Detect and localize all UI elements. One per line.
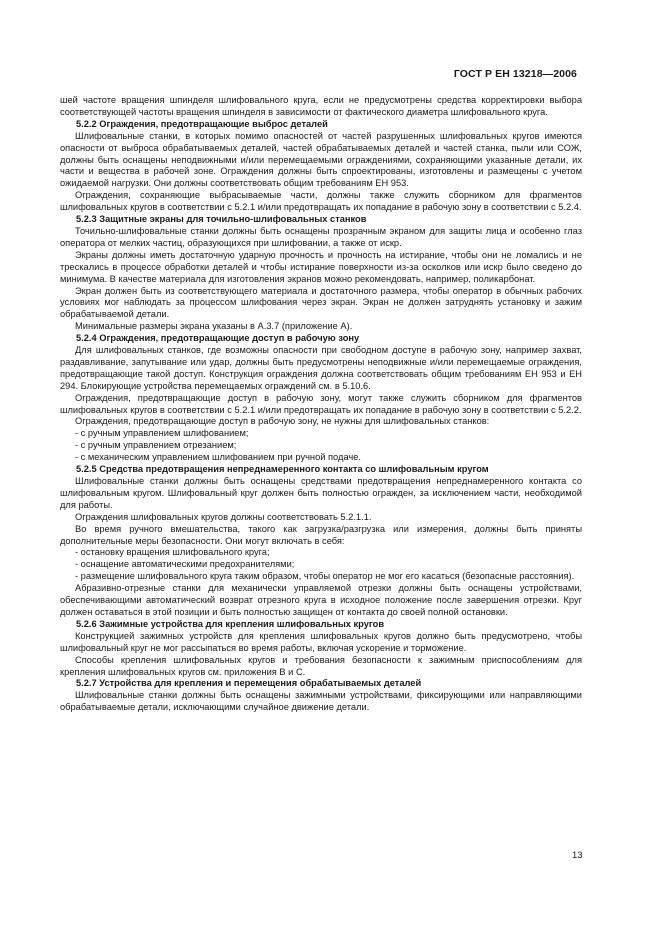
paragraph: Экраны должны иметь достаточную ударную прочность и прочность на истирание, чтобы они не ломались и не трескались в процессе обработки деталей и чтобы истирание поверхности из-за осколков или искр было сведено до минимума. В качестве материала для изготовления экранов можно рекомендовать, например, поликарбонат. — [60, 249, 582, 284]
paragraph: Шлифовальные станки должны быть оснащены средствами предотвращения непреднамеренного контакта со шлифовальным кругом. Шлифовальный круг должен быть полностью огражден, за исключением части, необходимой для работы. — [60, 476, 582, 510]
paragraph: Шлифовальные станки, в которых помимо опасностей от частей разрушенных шлифовальных кругов имеются опасности от выброса обрабатываемых деталей, частей обрабатываемых деталей и частей станка, пыли или СОЖ, должны быть оснащены неподвижными и/или перемещаемыми ограждениями, сохраняющими указанные детали, их части и вещества в рабочей зоне. Ограждения должны быть спроектированы, изготовлены и размещены с учетом ожидаемой нагрузки. Они должны соответствовать общим требованиям ЕН 953. — [60, 130, 582, 189]
section-heading-5-2-2: 5.2.2 Ограждения, предотвращающие выброс деталей — [76, 118, 328, 129]
paragraph: Ограждения, предотвращающие доступ в рабочую зону, могут также служить сборником для фрагментов шлифовальных кругов в соответствии с 5.2.1 и/или предотвращать их попадание в рабочую зону в соответствии с 5.2.2. — [60, 392, 582, 415]
paragraph: Ограждения, сохраняющие выбрасываемые части, должны также служить сборником для фрагментов шлифовальных кругов в соответствии с 5.2.1 и/или предотвращать их попадание в рабочую зону в соответствии с 5.2.4. — [60, 190, 582, 213]
standard-header: ГОСТ Р ЕН 13218—2006 — [453, 68, 577, 80]
paragraph: Ограждения шлифовальных кругов должны соответствовать 5.2.1.1. — [75, 511, 372, 522]
section-heading-5-2-5: 5.2.5 Средства предотвращения непреднамеренного контакта со шлифовальным кругом — [76, 464, 489, 475]
paragraph: Точильно-шлифовальные станки должны быть оснащены прозрачным экраном для защиты лица и особенно глаз оператора от мелких частиц, образующихся при шлифовании, а также от искр. — [60, 225, 582, 248]
paragraph: Для шлифовальных станков, где возможны опасности при свободном доступе в рабочую зону, например захват, раздавливание, запутывание или удар, должны быть предусмотрены неподвижные и/или перемещаемые ограждения, предотвращающие такой доступ. Конструкция ограждения должна соответствовать общим требованиям ЕН 953 и ЕН 294. Блокирующие устройства перемещаемых ограждений см. в 5.10.6. — [60, 345, 582, 391]
paragraph: Ограждения, предотвращающие доступ в рабочую зону, не нужны для шлифовальных станков: — [75, 416, 490, 427]
document-body — [60, 95, 582, 714]
list-item: - остановку вращения шлифовального круга; — [75, 547, 270, 558]
paragraph: Способы крепления шлифовальных кругов и требования безопасности к зажимным приспособлениям для крепления шлифовальных кругов см. приложения В и С. — [60, 654, 582, 677]
paragraph: шей частоте вращения шпинделя шлифовального круга, если не предусмотрены средства корректировки выбора соответствующей частоты вращения шпинделя в зависимости от фактического диаметра шлифовального круга. — [60, 95, 582, 117]
paragraph: Во время ручного вмешательства, такого как загрузка/разгрузка или измерения, должны быть приняты дополнительные меры безопасности. Они могут включать в себя: — [60, 523, 582, 546]
list-item: - с механическим управлением шлифованием при ручной подаче. — [75, 452, 362, 463]
list-item: - с ручным управлением шлифованием; — [75, 428, 249, 439]
paragraph: Экран должен быть из соответствующего материала и достаточного размера, чтобы оператор в обычных рабочих условиях мог наблюдать за процессом шлифования через экран. Экран не должен затруднять установку и зажим обрабатываемой детали. — [60, 285, 582, 320]
paragraph: Минимальные размеры экрана указаны в А.3.7 (приложение А). — [75, 321, 353, 332]
list-item: - с ручным управлением отрезанием; — [75, 440, 237, 451]
page-number: 13 — [572, 850, 583, 861]
list-item: - оснащение автоматическими предохранителями; — [75, 559, 295, 570]
section-heading-5-2-7: 5.2.7 Устройства для крепления и перемещения обрабатываемых деталей — [76, 678, 422, 689]
section-heading-5-2-6: 5.2.6 Зажимные устройства для крепления шлифовальных кругов — [76, 618, 385, 629]
section-heading-5-2-4: 5.2.4 Ограждения, предотвращающие доступ в рабочую зону — [76, 333, 360, 344]
section-heading-5-2-3: 5.2.3 Защитные экраны для точильно-шлифовальных станков — [76, 214, 367, 225]
paragraph: Шлифовальные станки должны быть оснащены зажимными устройствами, фиксирующими или направляющими обрабатываемые детали, исключающими случайное движение детали. — [60, 690, 582, 713]
paragraph: Абразивно-отрезные станки для механически управляемой отрезки должны быть оснащены устройствами, обеспечивающими автоматический возврат отрезного круга в исходное положение после завершения отрезки. Круг должен оставаться в этой позиции и быть полностью защищен от контакта до своей полной остановки. — [60, 583, 582, 617]
paragraph: Конструкцией зажимных устройств для крепления шлифовальных кругов должно быть предусмотрено, чтобы шлифовальный круг не мог рассыпаться во время работы, включая ускорение и торможение. — [60, 630, 582, 653]
list-item: - размещение шлифовального круга таким образом, чтобы оператор не мог его касаться (безопасные расстояния). — [75, 571, 575, 582]
